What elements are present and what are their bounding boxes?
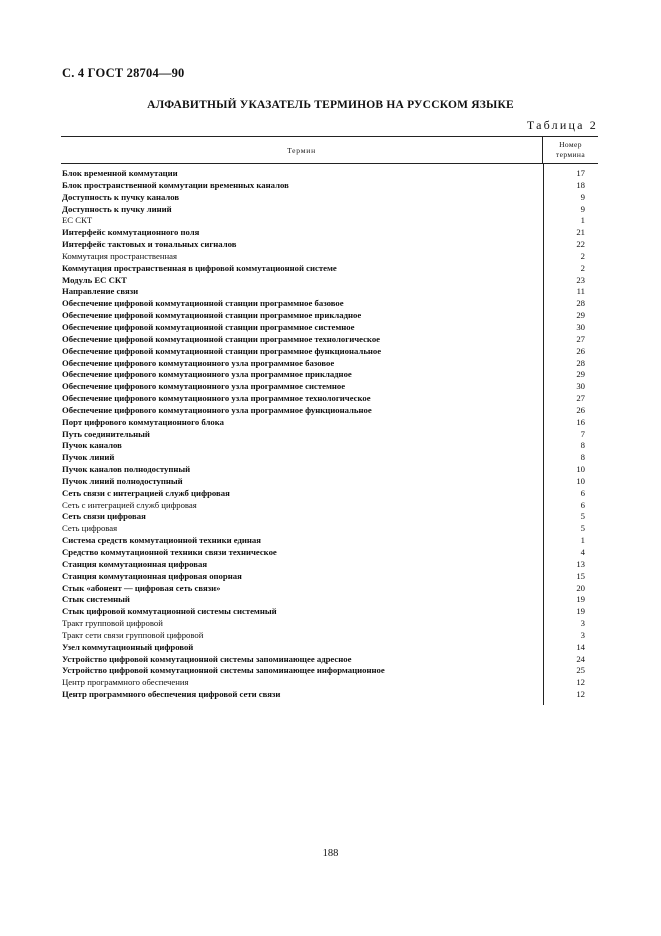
term-cell: Обеспечение цифрового коммутационного узла программное функциональное — [62, 404, 372, 415]
table-row — [61, 239, 598, 251]
term-cell: Пучок линий — [62, 452, 115, 463]
term-cell: Устройство цифровой коммутационной системы запоминающее информационное — [62, 665, 385, 676]
term-cell: Узел коммутационный цифровой — [62, 641, 194, 652]
table-row — [61, 452, 598, 464]
term-number-cell: 13 — [576, 558, 585, 569]
term-cell: Обеспечение цифрового коммутационного узла программное прикладное — [62, 369, 352, 380]
index-title: АЛФАВИТНЫЙ УКАЗАТЕЛЬ ТЕРМИНОВ НА РУССКОМ ЯЗЫКЕ — [147, 99, 514, 111]
term-cell: Стык системный — [62, 594, 130, 605]
term-cell: Станция коммутационная цифровая опорная — [62, 570, 242, 581]
table-row — [61, 369, 598, 381]
term-number-cell: 1 — [580, 535, 585, 546]
column-header-number-line2: термина — [555, 150, 586, 159]
term-number-cell: 28 — [576, 357, 585, 368]
term-number-cell: 15 — [576, 570, 585, 581]
term-number-cell: 10 — [576, 464, 585, 475]
term-number-cell: 4 — [580, 547, 585, 557]
term-number-cell: 24 — [576, 653, 585, 664]
table-row — [61, 689, 598, 701]
term-number-cell: 1 — [580, 215, 585, 226]
table-row — [61, 571, 598, 583]
terms-table — [61, 136, 598, 701]
term-number-cell: 6 — [580, 499, 585, 510]
term-cell: Интерфейс коммутационного поля — [62, 227, 200, 238]
column-header-term: Термин — [287, 145, 316, 155]
term-number-cell: 27 — [576, 333, 585, 344]
term-cell: Сеть связи цифровая — [62, 511, 146, 522]
table-row — [61, 381, 598, 393]
table-row — [61, 168, 598, 180]
table-row — [61, 263, 598, 275]
term-number-cell: 17 — [576, 168, 585, 178]
term-cell: Доступность к пучку каналов — [62, 191, 180, 202]
table-row — [61, 677, 598, 689]
term-number-cell: 11 — [576, 286, 585, 297]
table-row — [61, 594, 598, 606]
term-number-cell: 19 — [576, 606, 585, 617]
term-cell: Интерфейс тактовых и тональных сигналов — [62, 239, 237, 250]
term-number-cell: 16 — [576, 416, 585, 427]
term-number-cell: 2 — [580, 262, 585, 273]
table-row — [61, 642, 598, 654]
term-cell: Направление связи — [62, 286, 139, 297]
table-row — [61, 286, 598, 298]
table-row — [61, 511, 598, 523]
term-number-cell: 14 — [576, 641, 585, 652]
term-cell: Обеспечение цифрового коммутационного узла программное базовое — [62, 357, 335, 368]
term-cell: Обеспечение цифровой коммутационной станции программное системное — [62, 321, 355, 332]
term-number-cell: 6 — [580, 487, 585, 498]
table-row — [61, 488, 598, 500]
table-row — [61, 417, 598, 429]
table-row — [61, 654, 598, 666]
term-number-cell: 3 — [580, 618, 585, 629]
term-number-cell: 26 — [576, 345, 585, 356]
table-row — [61, 547, 598, 559]
term-cell: Станция коммутационная цифровая — [62, 558, 208, 569]
term-cell: Сеть с интеграцией служб цифровая — [62, 499, 197, 510]
term-cell: Доступность к пучку линий — [62, 203, 172, 214]
term-number-cell: 22 — [576, 239, 585, 250]
table-row — [61, 204, 598, 216]
term-number-cell: 7 — [580, 428, 585, 439]
table-row — [61, 310, 598, 322]
term-number-cell: 20 — [576, 582, 585, 593]
term-cell: Пучок каналов полнодоступный — [62, 464, 191, 475]
term-cell: Обеспечение цифровой коммутационной станции программное функциональное — [62, 345, 382, 356]
term-number-cell: 18 — [576, 179, 585, 190]
term-cell: Обеспечение цифровой коммутационной станции программное прикладное — [62, 310, 362, 321]
table-row — [61, 405, 598, 417]
table-row — [61, 429, 598, 441]
term-number-cell: 23 — [576, 274, 585, 285]
term-cell: Сеть связи с интеграцией служб цифровая — [62, 487, 230, 498]
table-row — [61, 476, 598, 488]
term-cell: ЕС СКТ — [62, 215, 93, 226]
table-row — [61, 275, 598, 287]
table-row — [61, 393, 598, 405]
term-cell: Сеть цифровая — [62, 523, 118, 534]
table-row — [61, 180, 598, 192]
column-header-number — [542, 137, 598, 163]
table-row — [61, 215, 598, 227]
term-number-cell: 26 — [576, 404, 585, 415]
table-row — [61, 192, 598, 204]
term-cell: Средство коммутационной техники связи техническое — [62, 547, 277, 557]
table-row — [61, 535, 598, 547]
table-row — [61, 523, 598, 535]
term-cell: Обеспечение цифрового коммутационного узла программное системное — [62, 381, 346, 392]
term-cell: Тракт групповой цифровой — [62, 618, 163, 629]
table-row — [61, 583, 598, 595]
term-cell: Пучок линий полнодоступный — [62, 475, 183, 486]
term-number-cell: 21 — [576, 227, 585, 238]
table-row — [61, 630, 598, 642]
term-number-cell: 9 — [580, 203, 585, 214]
term-cell: Порт цифрового коммутационного блока — [62, 416, 224, 427]
table-header — [61, 136, 598, 164]
term-number-cell: 12 — [576, 689, 585, 700]
term-cell: Коммутация пространственная в цифровой коммутационной системе — [62, 262, 337, 273]
term-number-cell: 3 — [580, 629, 585, 640]
term-cell: Пучок каналов — [62, 440, 122, 451]
column-header-number-line1: Номер — [559, 140, 582, 149]
table-row — [61, 665, 598, 677]
table-row — [61, 227, 598, 239]
term-number-cell: 28 — [576, 298, 585, 309]
table-row — [61, 559, 598, 571]
term-number-cell: 9 — [580, 191, 585, 202]
table-row — [61, 618, 598, 630]
table-row — [61, 500, 598, 512]
term-cell: Блок пространственной коммутации временных каналов — [62, 179, 289, 190]
page-number: 188 — [322, 848, 339, 859]
document-header: С. 4 ГОСТ 28704—90 — [62, 66, 185, 80]
table-row — [61, 334, 598, 346]
table-body — [61, 164, 598, 701]
term-cell: Устройство цифровой коммутационной системы запоминающее адресное — [62, 653, 352, 664]
term-cell: Модуль ЕС СКТ — [62, 274, 127, 285]
term-cell: Стык цифровой коммутационной системы системный — [62, 606, 277, 617]
term-number-cell: 19 — [576, 594, 585, 605]
term-cell: Система средств коммутационной техники единая — [62, 535, 261, 546]
table-row — [61, 346, 598, 358]
table-row — [61, 464, 598, 476]
table-label: Таблица 2 — [526, 118, 598, 132]
term-number-cell: 29 — [576, 369, 585, 380]
term-cell: Блок временной коммутации — [62, 168, 178, 178]
table-row — [61, 251, 598, 263]
term-cell: Обеспечение цифровой коммутационной станции программное базовое — [62, 298, 344, 309]
term-cell: Центр программного обеспечения цифровой сети связи — [62, 689, 281, 700]
term-number-cell: 2 — [580, 250, 585, 261]
table-row — [61, 358, 598, 370]
term-number-cell: 30 — [576, 381, 585, 392]
term-cell: Обеспечение цифровой коммутационной станции программное технологическое — [62, 333, 381, 344]
term-cell: Путь соединительный — [62, 428, 150, 439]
term-cell: Обеспечение цифрового коммутационного узла программное технологическое — [62, 393, 371, 404]
table-row — [61, 440, 598, 452]
term-number-cell: 8 — [580, 440, 585, 451]
term-number-cell: 30 — [576, 321, 585, 332]
term-number-cell: 27 — [576, 393, 585, 404]
table-row — [61, 322, 598, 334]
term-number-cell: 5 — [580, 523, 585, 534]
term-cell: Стык «абонент — цифровая сеть связи» — [62, 582, 221, 593]
term-cell: Центр программного обеспечения — [62, 677, 189, 688]
term-number-cell: 10 — [576, 475, 585, 486]
term-cell: Тракт сети связи групповой цифровой — [62, 629, 204, 640]
term-number-cell: 25 — [576, 665, 585, 676]
table-row — [61, 298, 598, 310]
term-cell: Коммутация пространственная — [62, 250, 177, 261]
term-number-cell: 29 — [576, 310, 585, 321]
term-number-cell: 5 — [580, 511, 585, 522]
term-number-cell: 8 — [580, 452, 585, 463]
table-row — [61, 606, 598, 618]
term-number-cell: 12 — [576, 677, 585, 688]
